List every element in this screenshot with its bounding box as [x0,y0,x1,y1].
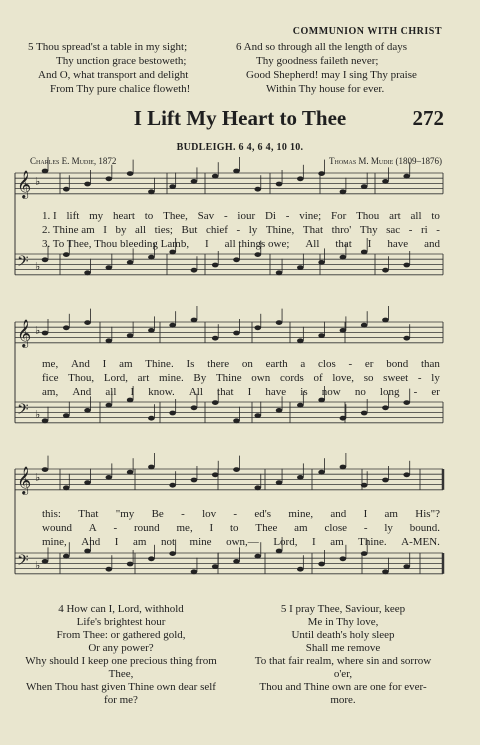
lyric-syllable: all [410,210,422,222]
lyric-syllable: That [78,508,99,520]
author-credit: Thomas M. Mudie (1809–1876) [329,156,442,166]
lyric-syllable: Lord, [273,536,298,548]
note-head [403,336,410,341]
note-head [127,562,134,567]
lyric-syllable: heart [112,210,135,222]
verse-line: for me? [104,694,138,706]
lyric-syllable: That [302,224,324,236]
lyric-syllable: am [384,508,398,520]
lyric-syllable: close [324,522,348,534]
note-head [382,569,389,574]
lyric-syllable: Thine. [145,358,174,370]
lyric-syllable: Thee [255,522,278,534]
lyric-syllable: sac [386,224,401,236]
lyric-syllable: Thine [215,372,242,384]
lyric-syllable: art [137,372,150,384]
note-head [233,257,240,262]
note-head [191,268,198,273]
note-head [318,333,325,338]
note-head [254,413,261,418]
note-head [212,400,219,405]
note-head [340,416,347,421]
lyric-syllable: all [135,224,147,236]
note-head [254,554,261,559]
verse-line: When Thou hast given Thine own dear self [26,681,216,693]
lyric-syllable: I [103,224,107,236]
lyric-syllable: Thy [359,224,378,236]
note-head [297,403,304,408]
verse-5 [232,603,454,707]
note-head [84,320,91,325]
lyric-line [42,358,440,370]
lyric-syllable: chief [205,224,228,236]
lyric-syllable: - [436,224,440,236]
note-head [212,336,219,341]
hymn-number: 272 [412,106,444,130]
lyric-syllable: 2. Thine am [42,224,95,236]
lyric-syllable: all things owe; [224,238,290,250]
lyric-syllable: is [300,386,308,398]
lyric-syllable: I [205,238,209,250]
lyric-syllable: - [285,210,290,222]
lyric-syllable: By [193,372,207,384]
lyric-syllable: Thine. [358,536,387,548]
note-head [148,255,155,260]
lyric-syllable: Be [151,508,164,520]
lyric-syllable: I [311,536,316,548]
note-head [42,559,49,564]
lyric-syllable: - [181,508,185,520]
note-head [233,418,240,423]
lyric-syllable: Lord, [103,372,128,384]
lyric-syllable: that [217,386,234,398]
lyric-syllable: ed's [254,508,272,520]
lyric-syllable: own [251,372,271,384]
lyric-syllable: I [247,386,252,398]
lyric-syllable: And [81,536,101,548]
lyric-syllable: my [89,210,104,222]
lyric-syllable: Is [186,358,195,370]
lyric-syllable: I [102,358,107,370]
note-head [297,475,304,480]
note-head [84,480,91,485]
note-head [254,485,261,490]
lyric-syllable: I [209,522,214,534]
lyric-line [42,522,440,534]
note-head [212,564,219,569]
note-head [106,567,113,572]
note-head [361,483,368,488]
lyric-syllable: mine. [158,372,184,384]
lyric-syllable: - [408,224,413,236]
note-head [361,551,368,556]
lyric-syllable: iour [237,210,256,222]
lyric-syllable: mine, [42,536,67,548]
verse-line: Within Thy house for ever. [266,83,385,95]
lyric-syllable: Thou [356,210,380,222]
lyric-syllable: am [132,536,147,548]
lyric-syllable: to [144,210,154,222]
note-head [42,418,49,423]
flat-icon: ♭ [35,560,41,572]
lyric-line [42,372,440,384]
note-head [403,400,410,405]
verse-line: From Thee: or gathered gold, [56,629,186,641]
verse-line: From Thy pure chalice floweth! [50,83,191,95]
lyric-syllable: And [72,386,92,398]
lyric-syllable: round [134,522,160,534]
lyric-syllable: of [313,372,323,384]
note-head [254,252,261,257]
note-head [63,325,70,330]
lyric-syllable: I [130,386,135,398]
verse-line: 5 I pray Thee, Saviour, keep [280,603,406,615]
note-head [106,176,113,181]
note-head [106,338,113,343]
lyric-syllable: now [321,386,341,398]
lyric-syllable: thro' [331,224,352,236]
note-head [233,559,240,564]
note-head [382,405,389,410]
lyric-syllable: All [305,238,320,250]
note-head [297,176,304,181]
note-head [106,265,113,270]
lyric-syllable: His"? [415,508,440,520]
note-head [169,483,176,488]
note-head [318,562,325,567]
lyric-syllable: er [431,386,440,398]
verse-line: And O, what transport and delight [38,69,189,81]
note-head [212,472,219,477]
note-head [169,551,176,556]
note-head [361,184,368,189]
note-head [63,252,70,257]
lyric-syllable: there [207,358,230,370]
note-head [169,250,176,255]
verse-line: Me in Thy love, [307,616,379,628]
lyric-syllable: cords [279,372,304,384]
lyric-syllable: am [119,358,133,370]
lyric-line [42,508,440,520]
lyric-syllable: to [230,522,239,534]
note-head [169,184,176,189]
note-head [297,338,304,343]
note-head [148,189,155,194]
lyric-syllable: ties; [154,224,173,236]
flat-icon: ♭ [35,325,41,337]
section-header: COMMUNION WITH CHRIST [292,26,442,37]
note-head [318,260,325,265]
verse-line: To that fair realm, where sin and sorrow [254,655,432,667]
lyric-syllable: me, [176,522,193,534]
lyric-syllable: All [188,386,203,398]
lyric-syllable: am [294,522,308,534]
note-head [191,569,198,574]
lyric-syllable: fice [42,372,59,384]
lyric-syllable: I [114,536,119,548]
note-head [340,328,347,333]
bass-clef-icon: 𝄢 [17,552,29,573]
lyric-syllable: Di [264,210,276,222]
lyric-syllable: And [70,358,90,370]
note-head [42,257,49,262]
lyric-syllable: earth [265,358,288,370]
lyric-line [42,536,440,548]
verse-line: Life's brightest hour [76,616,166,628]
note-head [382,268,389,273]
treble-clef-icon: 𝄞 [17,319,32,347]
lyric-syllable: Thine, [265,224,295,236]
lyric-syllable: that [335,238,352,250]
lyric-syllable: mine [189,536,212,548]
lyric-syllable: lift [66,210,80,222]
lyric-syllable: wound [42,522,72,534]
note-head [191,405,198,410]
lyric-syllable: ly [248,224,258,236]
note-head [212,263,219,268]
lyric-syllable: on [241,358,253,370]
note-head [382,179,389,184]
flat-icon: ♭ [35,176,41,188]
lyric-syllable: own,— [226,536,259,548]
note-head [276,320,283,325]
lyric-syllable: all [105,386,117,398]
lyric-syllable: - [223,210,228,222]
lyric-syllable: - [348,358,353,370]
note-head [276,408,283,413]
lyric-syllable: a [300,358,306,370]
note-head [169,323,176,328]
flat-icon: ♭ [35,409,41,421]
lyric-line [42,210,440,222]
lyric-syllable: - [363,522,368,534]
note-head [340,255,347,260]
note-head [84,270,91,275]
note-head [403,263,410,268]
lyric-syllable: Thou, [68,372,95,384]
flat-icon: ♭ [35,261,41,273]
note-head [127,398,134,403]
treble-clef-icon: 𝄞 [17,466,32,494]
note-head [233,467,240,472]
lyric-syllable: Sav [197,210,215,222]
verse-line: Good Shepherd! may I sing Thy praise [246,69,417,81]
hymn-title: I Lift My Heart to Thee [133,106,347,130]
note-head [84,549,91,554]
note-head [42,169,49,174]
note-head [276,549,283,554]
note-head [254,325,261,330]
lyric-syllable: have [387,238,409,250]
lyric-syllable: But [181,224,198,236]
lyric-syllable: ly [384,522,393,534]
note-head [254,187,261,192]
note-head [191,478,198,483]
note-head [169,411,176,416]
verse-line: Shall me remove [305,642,381,654]
note-head [63,187,70,192]
note-head [127,470,134,475]
lyric-syllable: - [233,508,238,520]
lyric-syllable: ly [431,372,440,384]
lyric-syllable: er [364,358,374,370]
note-head [318,398,325,403]
verse-line: o'er, [333,668,353,680]
verse-line: 5 Thou spread'st a table in my sight; [28,41,188,53]
verse-line: Thy unction grace bestoweth; [56,55,187,67]
lyric-syllable: know. [148,386,175,398]
note-head [212,174,219,179]
lyric-syllable: Thee, [163,210,188,222]
verse-4 [10,603,232,707]
note-head [382,318,389,323]
verse-line: Until death's holy sleep [291,629,395,641]
lyric-syllable: bond [386,358,409,370]
lyric-line [42,224,440,236]
note-head [318,171,325,176]
note-head [361,323,368,328]
lyric-syllable: I [367,238,372,250]
note-head [361,411,368,416]
flat-icon: ♭ [35,472,41,484]
lyric-syllable: than [420,358,440,370]
verse-line: more. [330,694,356,706]
note-head [42,331,49,336]
lyric-syllable: vine; [299,210,322,222]
note-head [127,171,134,176]
lyric-syllable: by [115,224,127,236]
verse-line: Or any power? [88,642,154,654]
note-head [84,182,91,187]
note-head [148,328,155,333]
lyric-syllable: not [160,536,176,548]
tune-name: BUDLEIGH. 6 4, 6 4, 10 10. [176,142,304,153]
lyric-syllable: - [417,372,422,384]
note-head [297,265,304,270]
note-head [42,467,49,472]
note-head [276,480,283,485]
note-head [148,416,155,421]
note-head [233,169,240,174]
lyric-syllable: I [363,508,368,520]
note-head [403,472,410,477]
lyric-syllable: bound. [409,522,440,534]
lyric-syllable: lov [202,508,217,520]
note-head [191,318,198,323]
note-head [63,554,70,559]
note-head [106,403,113,408]
lyric-line [42,386,440,398]
lyric-syllable: - [413,386,418,398]
lyric-syllable: and [424,238,440,250]
lyric-syllable: 1. I [42,210,57,222]
note-head [403,564,410,569]
lyric-line [42,238,440,250]
note-head [340,465,347,470]
bass-clef-icon: 𝄢 [17,401,29,422]
note-head [148,465,155,470]
lyric-syllable: - [113,522,118,534]
lyric-syllable: no [354,386,366,398]
note-head [361,250,368,255]
note-head [127,333,134,338]
note-head [127,260,134,265]
note-head [63,413,70,418]
verse-line: Thy goodness faileth never; [256,55,379,67]
lyric-syllable: long [379,386,400,398]
lyric-syllable: me, [42,358,59,370]
lyric-syllable: have [265,386,287,398]
lyric-syllable: to [431,210,440,222]
lyric-syllable: and [330,508,347,520]
verse-line: Why should I keep one precious thing from [25,655,217,667]
note-head [340,189,347,194]
lyric-syllable: am, [42,386,59,398]
bass-clef-icon: 𝄢 [17,253,29,274]
composer-credit: Charles E. Mudie, 1872 [30,156,117,166]
lyric-syllable: love, [332,372,355,384]
note-head [148,556,155,561]
note-head [233,331,240,336]
lyric-syllable: so [363,372,374,384]
note-head [84,408,91,413]
lyric-syllable: ri [420,224,428,236]
lyric-syllable: A [88,522,97,534]
note-head [382,478,389,483]
verse-line: Thee, [108,668,134,680]
note-head [403,174,410,179]
lyric-syllable: am [330,536,344,548]
verse-line: Thou and Thine own are one for ever- [259,681,427,693]
note-head [276,182,283,187]
lyric-syllable: clos [318,358,336,370]
lyric-syllable: this: [42,508,61,520]
note-head [297,567,304,572]
verse-line: 4 How can I, Lord, withhold [58,603,184,615]
lyric-syllable: art [389,210,401,222]
lyric-syllable: sweet [383,372,409,384]
lyric-syllable: A-MEN. [401,536,440,548]
note-head [318,470,325,475]
lyric-syllable: For [331,210,347,222]
verse-line: 6 And so through all the length of days [236,41,408,53]
treble-clef-icon: 𝄞 [17,170,32,198]
note-head [340,556,347,561]
note-head [191,179,198,184]
lyric-syllable: mine, [288,508,314,520]
note-head [276,270,283,275]
note-head [106,475,113,480]
lyric-syllable: 3. To Thee, Thou bleeding Lamb, [42,238,190,250]
note-head [63,485,70,490]
lyric-syllable: "my [115,508,135,520]
lyric-syllable: - [236,224,241,236]
